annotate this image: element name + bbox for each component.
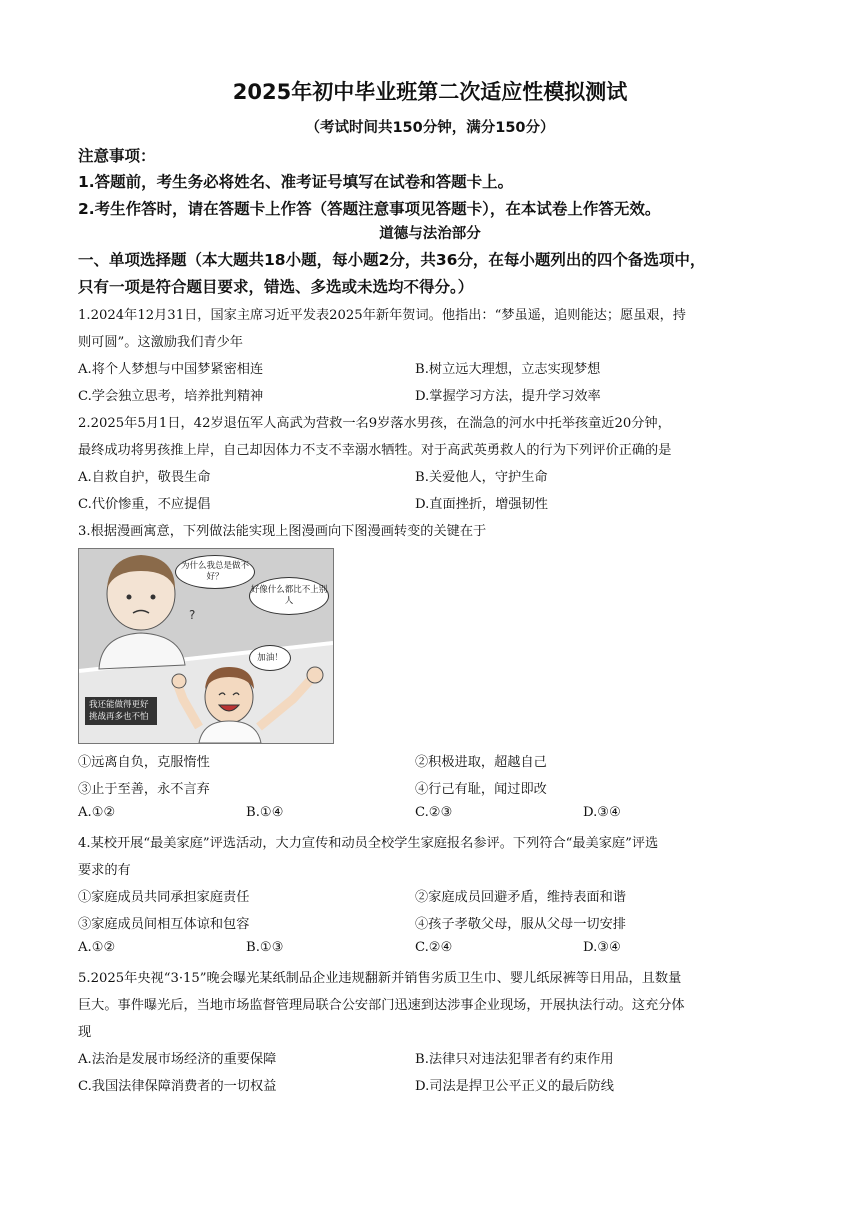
q4-statement-3: ③家庭成员间相互体谅和包容	[78, 917, 250, 932]
q3-option-c: C.②③	[415, 805, 453, 820]
q5-stem-line3: 现	[78, 1025, 92, 1040]
q2-option-b: B.关爱他人，守护生命	[415, 470, 548, 485]
q4-option-b: B.①③	[246, 940, 284, 955]
exam-title: 2025年初中毕业班第二次适应性模拟测试	[232, 80, 628, 104]
q2-option-a: A.自救自护，敬畏生命	[78, 470, 211, 485]
q3-statement-4: ④行己有耻，闻过即改	[415, 782, 547, 797]
q2-option-c: C.代价惨重，不应提倡	[78, 497, 211, 512]
q3-option-d: D.③④	[583, 805, 621, 820]
q4-stem-line2: 要求的有	[78, 863, 131, 878]
q2-stem-line1: 2.2025年5月1日，42岁退伍军人高武为营救一名9岁落水男孩，在湍急的河水中托举孩童近20分钟，	[78, 416, 671, 431]
q4-statement-2: ②家庭成员回避矛盾，维持表面和谐	[415, 890, 626, 905]
q1-stem-line2: 则可圆”。这激励我们青少年	[78, 335, 243, 350]
q4-option-d: D.③④	[583, 940, 621, 955]
part1-instructions-line1: 一、单项选择题（本大题共18小题，每小题2分，共36分，在每小题列出的四个备选项中，	[78, 251, 706, 269]
q3-statement-1: ①远离自负，克服惰性	[78, 755, 210, 770]
q3-option-b: B.①④	[246, 805, 284, 820]
q3-statement-2: ②积极进取，超越自己	[415, 755, 547, 770]
q4-stem-line1: 4.某校开展“最美家庭”评选活动，大力宣传和动员全校学生家庭报名参评。下列符合“最美家庭”评选	[78, 836, 659, 851]
q1-option-b: B.树立远大理想，立志实现梦想	[415, 362, 601, 377]
q4-statement-1: ①家庭成员共同承担家庭责任	[78, 890, 250, 905]
q3-statement-3: ③止于至善，永不言弃	[78, 782, 210, 797]
notice-heading: 注意事项：	[78, 147, 156, 165]
exam-subtitle: （考试时间共150分钟，满分150分）	[305, 120, 555, 136]
section-title: 道德与法治部分	[379, 226, 481, 242]
q1-option-a: A.将个人梦想与中国梦紧密相连	[78, 362, 264, 377]
comic-caption: 我还能做得更好挑战再多也不怕	[85, 697, 157, 725]
q4-option-a: A.①②	[78, 940, 116, 955]
part1-instructions-line2: 只有一项是符合题目要求，错选、多选或未选均不得分。）	[78, 278, 474, 296]
q1-option-d: D.掌握学习方法，提升学习效率	[415, 389, 601, 404]
q3-stem-line1: 3.根据漫画寓意，下列做法能实现上图漫画向下图漫画转变的关键在于	[78, 524, 487, 539]
speech-bubble-1: 为什么我总是做不好？	[175, 555, 255, 589]
q4-statement-4: ④孩子孝敬父母，服从父母一切安排	[415, 917, 626, 932]
speech-bubble-3: 加油！	[249, 645, 291, 671]
notice-item-2: 2.考生作答时，请在答题卡上作答（答题注意事项见答题卡），在本试卷上作答无效。	[78, 200, 661, 218]
q1-option-c: C.学会独立思考，培养批判精神	[78, 389, 264, 404]
q3-option-a: A.①②	[78, 805, 116, 820]
q4-option-c: C.②④	[415, 940, 453, 955]
q5-option-b: B.法律只对违法犯罪者有约束作用	[415, 1052, 614, 1067]
q5-option-a: A.法治是发展市场经济的重要保障	[78, 1052, 277, 1067]
comic-illustration	[78, 548, 334, 744]
q5-option-d: D.司法是捍卫公平正义的最后防线	[415, 1079, 614, 1094]
q1-stem-line1: 1.2024年12月31日，国家主席习近平发表2025年新年贺词。他指出：“梦虽遥，追则能达；愿虽艰，持	[78, 308, 686, 323]
speech-bubble-2: 好像什么都比不上别人	[249, 577, 329, 615]
q5-stem-line2: 巨大。事件曝光后，当地市场监督管理局联合公安部门迅速到达涉事企业现场，开展执法行动。这充分体	[78, 998, 685, 1013]
q5-option-c: C.我国法律保障消费者的一切权益	[78, 1079, 277, 1094]
q5-stem-line1: 5.2025年央视“3·15”晚会曝光某纸制品企业违规翻新并销售劣质卫生巾、婴儿纸尿裤等日用品，且数量	[78, 971, 682, 986]
notice-item-1: 1.答题前，考生务必将姓名、准考证号填写在试卷和答题卡上。	[78, 173, 514, 191]
q2-option-d: D.直面挫折，增强韧性	[415, 497, 548, 512]
question-mark: ?	[189, 608, 196, 622]
q2-stem-line2: 最终成功将男孩推上岸，自己却因体力不支不幸溺水牺牲。对于高武英勇救人的行为下列评价正确的是	[78, 443, 672, 458]
